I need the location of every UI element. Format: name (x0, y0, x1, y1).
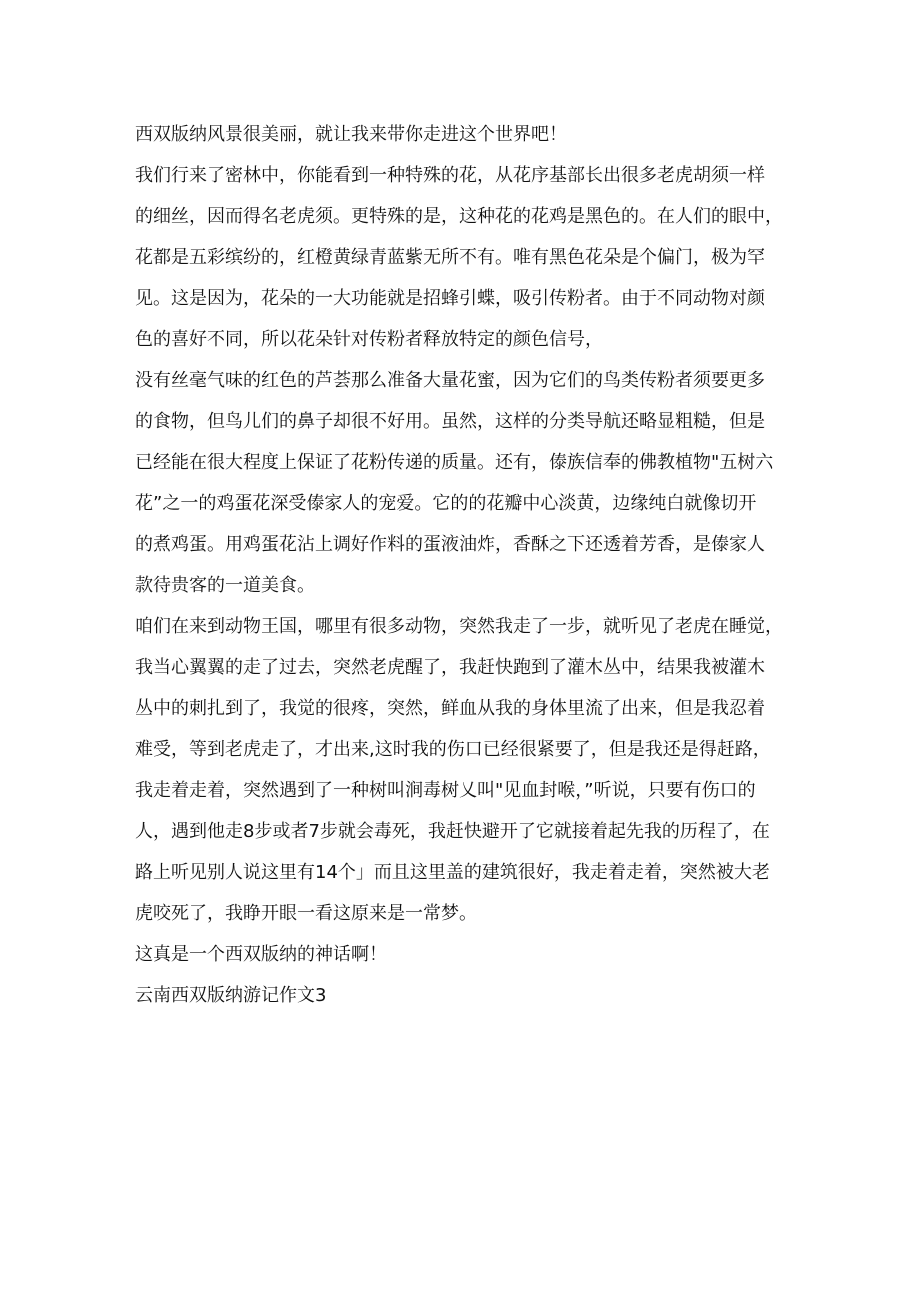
text-line: 的煮鸡蛋。用鸡蛋花沾上调好作料的蛋液油炸，香酥之下还透着芳香，是傣家人 (135, 534, 765, 555)
text-line: 我走着走着，突然遇到了一种树叫涧毒树乂叫"见血封喉，”听说，只要有伤口的 (135, 780, 756, 801)
text-line: 这真是一个西双版纳的神话啊！ (135, 944, 387, 965)
text-line: 已经能在很大程度上保证了花粉传递的质量。还有，傣族信奉的佛教植物"五树六 (135, 452, 774, 473)
text-line: 花”之一的鸡蛋花深受傣家人的宠爱。它的的花瓣中心淡黄，边缘纯白就像切开 (135, 493, 757, 514)
text-line: 的细丝，因而得名老虎须。更特殊的是，这种花的花鸡是黑色的。在人们的眼中， (135, 206, 783, 227)
text-line: 我当心翼翼的走了过去，突然老虎醒了，我赶快跑到了灌木丛中，结果我被灌木 (135, 657, 765, 678)
text-line: 见。这是因为，花朵的一大功能就是招蜂引蝶，吸引传粉者。由于不同动物对颜 (135, 288, 765, 309)
paragraph-animal-kingdom (135, 606, 795, 934)
text-line: 人，遇到他走8步或者7步就会毒死，我赶快避开了它就接着起先我的历程了，在 (135, 821, 770, 842)
text-line: 路上听见别人说这里有14个」而且这里盖的建筑很好，我走着走着，突然被大老 (135, 862, 770, 883)
text-line: 花都是五彩缤纷的，红橙黄绿青蓝紫无所不有。唯有黑色花朵是个偏门，极为罕 (135, 247, 765, 268)
paragraph-forest-flower (135, 155, 795, 360)
text-line: 款待贵客的一道美食。 (135, 575, 315, 596)
text-line: 西双版纳风景很美丽，就让我来带你走进这个世界吧！ (135, 124, 567, 145)
text-line: 我们行来了密林中，你能看到一种特殊的花，从花序基部长出很多老虎胡须一样 (135, 165, 765, 186)
next-section-heading (135, 975, 795, 1016)
document-body (135, 114, 795, 1016)
text-line: 丛中的刺扎到了，我觉的很疼，突然，鲜血从我的身体里流了出来，但是我忍着 (135, 698, 765, 719)
text-line: 难受，等到老虎走了，才出来,这时我的伤口已经很紧要了，但是我还是得赶路， (135, 739, 771, 760)
text-line: 色的喜好不同，所以花朵针对传粉者释放特定的颜色信号， (135, 329, 603, 350)
section-title: 云南西双版纳游记作文3 (135, 985, 327, 1006)
paragraph-intro (135, 114, 795, 155)
text-line: 的食物，但鸟儿们的鼻子却很不好用。虽然，这样的分类导航还略显粗糙，但是 (135, 411, 765, 432)
paragraph-aloe-frangipani (135, 360, 795, 606)
text-line: 咱们在来到动物王国，哪里有很多动物，突然我走了一步，就听见了老虎在睡觉， (135, 616, 783, 637)
text-line: 虎咬死了，我睁开眼一看这原来是一常梦。 (135, 903, 477, 924)
text-line: 没有丝毫气味的红色的芦荟那么准备大量花蜜，因为它们的鸟类传粉者须要更多 (135, 370, 765, 391)
paragraph-conclusion (135, 934, 795, 975)
